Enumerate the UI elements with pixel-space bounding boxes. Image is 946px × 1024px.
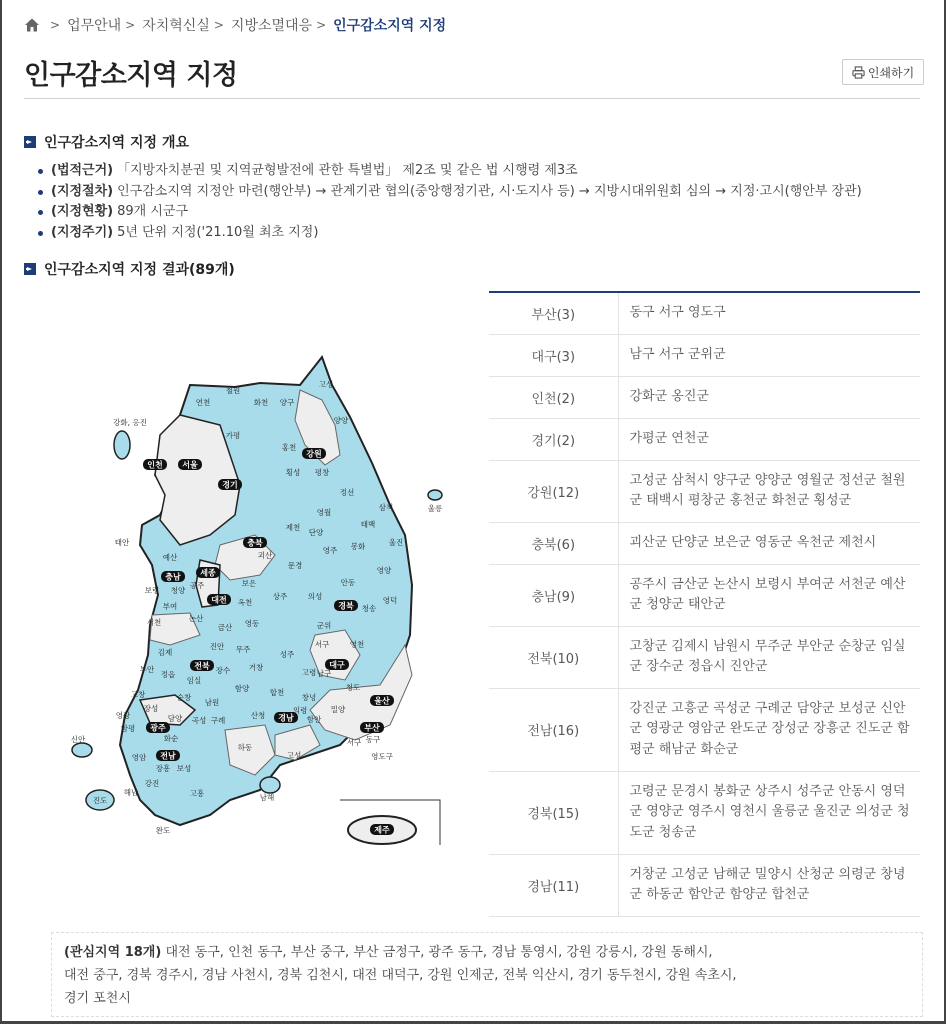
overview-label: (지정현황) [51, 204, 114, 219]
breadcrumb-item-work-guide[interactable]: 업무안내 [67, 18, 122, 34]
svg-text:영월: 영월 [316, 508, 332, 517]
svg-text:괴산: 괴산 [257, 551, 273, 560]
svg-text:고성: 고성 [286, 751, 302, 760]
svg-text:논산: 논산 [188, 614, 204, 623]
overview-item-legal-basis [38, 161, 862, 182]
section-heading-results [24, 259, 235, 279]
province-cell: 전북(10) [489, 626, 618, 688]
interest-line-3: 경기 포천시 [64, 991, 131, 1006]
overview-item-cycle [38, 223, 862, 244]
svg-text:대전: 대전 [211, 595, 227, 605]
province-cell: 강원(12) [489, 460, 618, 522]
svg-text:장흥: 장흥 [155, 764, 171, 773]
svg-text:경북: 경북 [338, 601, 354, 611]
interest-line-2: 대전 중구, 경북 경주시, 경남 사천시, 경북 김천시, 대전 대덕구, 강원 인제군, 전북 익산시, 경기 동두천시, 강원 속초시, [64, 968, 737, 983]
svg-text:장수: 장수 [215, 666, 231, 675]
svg-text:안동: 안동 [340, 578, 356, 587]
regions-cell: 괴산군 단양군 보은군 영동군 옥천군 제천시 [618, 522, 920, 564]
regions-cell: 가평군 연천군 [618, 418, 920, 460]
table-row [489, 460, 920, 522]
overview-text: 5년 단위 지정('21.10월 최초 지정) [117, 224, 319, 240]
svg-text:의성: 의성 [307, 592, 323, 601]
svg-text:연천: 연천 [195, 398, 211, 407]
svg-text:강화, 옹진: 강화, 옹진 [113, 418, 147, 427]
svg-text:옥천: 옥천 [237, 598, 253, 607]
table-row [489, 626, 920, 688]
table-row [489, 292, 920, 334]
svg-text:고창: 고창 [130, 690, 146, 699]
arrow-square-icon [24, 263, 36, 275]
svg-text:고령: 고령 [301, 668, 317, 677]
overview-text: 「지방자치분권 및 지역균형발전에 관한 특별법」 제2조 및 같은 법 시행령 제3조 [117, 163, 578, 178]
province-cell: 경북(15) [489, 771, 618, 854]
breadcrumb-separator: > [316, 18, 327, 32]
table-row [489, 376, 920, 418]
breadcrumb-separator: > [213, 18, 224, 32]
svg-text:김제: 김제 [157, 648, 173, 657]
breadcrumb [24, 14, 446, 36]
bullet-icon [38, 190, 43, 195]
svg-text:신안: 신안 [70, 735, 86, 744]
table-row [489, 334, 920, 376]
svg-text:곡성: 곡성 [191, 716, 207, 725]
svg-text:울릉: 울릉 [427, 504, 443, 513]
svg-text:횡성: 횡성 [285, 468, 301, 477]
svg-text:남해: 남해 [259, 793, 275, 802]
svg-text:동구: 동구 [365, 735, 381, 744]
svg-text:순창: 순창 [176, 693, 192, 702]
breadcrumb-item-innovation-office[interactable]: 자치혁신실 [142, 18, 210, 34]
svg-text:구례: 구례 [210, 716, 226, 725]
province-cell: 인천(2) [489, 376, 618, 418]
svg-text:화천: 화천 [253, 398, 269, 407]
svg-text:부안: 부안 [139, 665, 155, 674]
svg-text:밀양: 밀양 [330, 705, 346, 714]
korea-population-decline-map [60, 345, 460, 845]
svg-text:남구: 남구 [316, 669, 332, 678]
svg-text:부산: 부산 [364, 723, 380, 733]
svg-text:청송: 청송 [361, 604, 377, 613]
svg-text:홍천: 홍천 [281, 443, 297, 452]
svg-text:상주: 상주 [272, 592, 288, 601]
svg-text:전남: 전남 [160, 751, 176, 761]
province-cell: 전남(16) [489, 688, 618, 771]
svg-text:영양: 영양 [376, 566, 392, 575]
svg-text:양양: 양양 [333, 416, 349, 425]
svg-text:청도: 청도 [345, 683, 361, 692]
svg-text:제천: 제천 [285, 523, 301, 532]
interest-text: 대전 동구, 인천 동구, 부산 중구, 부산 금정구, 광주 동구, 경남 통영시, 강원 강릉시, 강원 동해시, [165, 945, 713, 960]
overview-item-procedure [38, 182, 862, 203]
svg-text:진안: 진안 [209, 642, 225, 651]
ulleung-island [428, 490, 442, 500]
print-button[interactable] [842, 59, 924, 85]
svg-text:철원: 철원 [225, 386, 241, 395]
svg-text:보은: 보은 [241, 579, 257, 588]
section-heading-text: 인구감소지역 지정 개요 [44, 135, 189, 151]
overview-label: (법적근거) [51, 163, 114, 178]
svg-text:하동: 하동 [237, 743, 253, 752]
svg-text:경남: 경남 [278, 713, 294, 723]
svg-text:봉화: 봉화 [350, 542, 366, 551]
namhae-island [260, 777, 280, 793]
svg-text:서구: 서구 [314, 640, 330, 649]
bullet-icon [38, 231, 43, 236]
svg-text:화순: 화순 [163, 734, 179, 743]
svg-text:부여: 부여 [162, 602, 178, 611]
svg-text:울산: 울산 [374, 696, 390, 706]
overview-label: (지정절차) [51, 183, 114, 199]
svg-text:서울: 서울 [182, 460, 198, 470]
svg-text:보령: 보령 [144, 586, 160, 595]
svg-text:금산: 금산 [217, 623, 233, 632]
svg-text:충남: 충남 [165, 572, 181, 582]
home-icon[interactable] [24, 17, 40, 33]
regions-cell: 고령군 문경시 봉화군 상주시 성주군 안동시 영덕군 영양군 영주시 영천시 울릉군 울진군 의성군 청도군 청송군 [618, 771, 920, 854]
svg-text:완도: 완도 [155, 826, 171, 835]
svg-text:예산: 예산 [162, 553, 178, 562]
sinan-islands [72, 743, 92, 757]
svg-text:영광: 영광 [115, 711, 131, 720]
overview-text: 인구감소지역 지정안 마련(행안부) → 관계기관 협의(중앙행정기관, 시·도지사 등) → 지방시대위원회 심의 → 지정·고시(행안부 장관) [117, 183, 862, 199]
svg-text:의령: 의령 [292, 706, 308, 715]
interest-label: (관심지역 18개) [64, 945, 162, 960]
overview-item-status [38, 202, 862, 223]
svg-text:삼척: 삼척 [378, 503, 394, 512]
regions-cell: 강진군 고흥군 곡성군 구례군 담양군 보성군 신안군 영광군 영암군 완도군 장성군 장흥군 진도군 함평군 해남군 화순군 [618, 688, 920, 771]
svg-text:장성: 장성 [143, 704, 159, 713]
svg-text:해남: 해남 [123, 788, 139, 797]
svg-text:정읍: 정읍 [160, 670, 176, 679]
section-heading-overview [24, 132, 189, 152]
svg-text:인천: 인천 [147, 460, 163, 470]
arrow-square-icon [24, 136, 36, 148]
svg-text:서구: 서구 [346, 738, 362, 747]
province-cell: 대구(3) [489, 334, 618, 376]
province-cell: 경기(2) [489, 418, 618, 460]
table-row [489, 854, 920, 916]
province-cell: 충북(6) [489, 522, 618, 564]
svg-text:정선: 정선 [339, 488, 355, 497]
svg-text:문경: 문경 [287, 561, 303, 570]
province-cell: 충남(9) [489, 564, 618, 626]
section-heading-text: 인구감소지역 지정 결과(89개) [44, 262, 235, 278]
title-divider [24, 98, 920, 99]
svg-text:영암: 영암 [131, 753, 147, 762]
svg-text:강원: 강원 [306, 449, 322, 459]
svg-text:함양: 함양 [234, 684, 250, 693]
svg-text:창녕: 창녕 [301, 693, 317, 702]
svg-text:담양: 담양 [167, 714, 183, 723]
breadcrumb-separator: > [50, 18, 61, 32]
svg-text:경기: 경기 [222, 480, 238, 490]
svg-text:거창: 거창 [248, 663, 264, 672]
svg-text:전북: 전북 [194, 661, 210, 671]
svg-text:공주: 공주 [189, 581, 205, 590]
table-row [489, 688, 920, 771]
breadcrumb-current: 인구감소지역 지정 [333, 18, 447, 34]
print-label: 인쇄하기 [867, 65, 915, 80]
svg-text:남원: 남원 [204, 698, 220, 707]
regions-cell: 남구 서구 군위군 [618, 334, 920, 376]
regions-cell: 고성군 삼척시 양구군 양양군 영월군 정선군 철원군 태백시 평창군 홍천군 화천군 횡성군 [618, 460, 920, 522]
svg-text:고성: 고성 [318, 380, 334, 389]
svg-text:합천: 합천 [269, 688, 285, 697]
regions-cell: 동구 서구 영도구 [618, 292, 920, 334]
regions-cell: 강화군 옹진군 [618, 376, 920, 418]
svg-text:태안: 태안 [114, 538, 130, 547]
bullet-icon [38, 169, 43, 174]
table-row [489, 771, 920, 854]
table-row [489, 418, 920, 460]
svg-text:양구: 양구 [279, 398, 295, 407]
province-cell: 경남(11) [489, 854, 618, 916]
regions-cell: 거창군 고성군 남해군 밀양시 산청군 의령군 창녕군 하동군 함안군 함양군 합천군 [618, 854, 920, 916]
interest-line-1 [64, 941, 910, 964]
svg-text:태백: 태백 [360, 520, 376, 529]
svg-text:군위: 군위 [316, 621, 332, 630]
svg-text:울진: 울진 [388, 538, 404, 547]
breadcrumb-item-extinction-response[interactable]: 지방소멸대응 [230, 18, 313, 34]
breadcrumb-separator: > [125, 18, 136, 32]
svg-text:광주: 광주 [150, 723, 166, 733]
svg-text:세종: 세종 [200, 568, 216, 578]
svg-text:영주: 영주 [322, 546, 338, 555]
interest-regions-box [51, 932, 923, 1017]
svg-text:임실: 임실 [186, 676, 202, 685]
svg-text:영동: 영동 [244, 619, 260, 628]
overview-text: 89개 시군구 [117, 204, 189, 219]
svg-text:대구: 대구 [329, 660, 345, 670]
table-row [489, 522, 920, 564]
regions-cell: 공주시 금산군 논산시 보령시 부여군 서천군 예산군 청양군 태안군 [618, 564, 920, 626]
svg-text:무주: 무주 [235, 645, 251, 654]
svg-text:진도: 진도 [92, 796, 108, 805]
svg-text:성주: 성주 [279, 650, 295, 659]
svg-text:서천: 서천 [146, 618, 162, 627]
ganghwa-island [114, 431, 130, 459]
bullet-icon [38, 210, 43, 215]
svg-text:단양: 단양 [308, 528, 324, 537]
svg-text:청양: 청양 [170, 586, 186, 595]
svg-text:영천: 영천 [349, 640, 365, 649]
table-row [489, 564, 920, 626]
svg-text:평창: 평창 [314, 468, 330, 477]
svg-text:함안: 함안 [306, 715, 322, 724]
overview-label: (지정주기) [51, 224, 114, 240]
svg-text:보성: 보성 [176, 764, 192, 773]
svg-text:산청: 산청 [250, 711, 266, 720]
svg-text:강진: 강진 [144, 779, 160, 788]
svg-text:가평: 가평 [225, 431, 241, 440]
svg-text:제주: 제주 [374, 825, 390, 835]
svg-text:영덕: 영덕 [382, 596, 398, 605]
overview-list [38, 161, 862, 243]
svg-text:함평: 함평 [120, 724, 136, 733]
province-cell: 부산(3) [489, 292, 618, 334]
svg-text:영도구: 영도구 [371, 752, 393, 761]
page-title: 인구감소지역 지정 [24, 60, 238, 91]
svg-text:충북: 충북 [247, 538, 263, 548]
svg-text:고흥: 고흥 [189, 789, 205, 798]
printer-icon [852, 66, 865, 79]
regions-cell: 고창군 김제시 남원시 무주군 부안군 순창군 임실군 장수군 정읍시 진안군 [618, 626, 920, 688]
designation-results-table [489, 291, 920, 917]
